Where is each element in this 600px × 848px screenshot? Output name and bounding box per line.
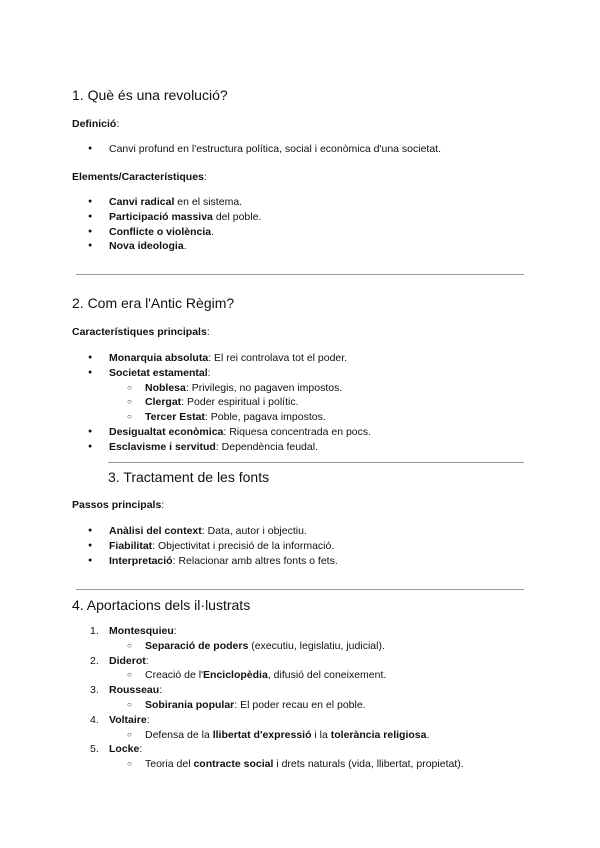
list-item: ● Interpretació: Relacionar amb altres fonts o fets. xyxy=(109,554,338,569)
elements-label: Elements/Característiques: xyxy=(72,171,207,183)
sub-list-item: ○ Creació de l'Enciclopèdia, difusió del coneixement. xyxy=(145,668,464,683)
divider xyxy=(108,462,524,463)
list-item: 3. Rousseau: xyxy=(90,684,163,697)
divider xyxy=(76,274,524,275)
characteristics-label: Característiques principals: xyxy=(72,326,210,338)
sub-list-item: ○ Tercer Estat: Poble, pagava impostos. xyxy=(145,410,371,425)
list-item: 1. Montesquieu: xyxy=(90,625,177,637)
list-item: ● Participació massiva del poble. xyxy=(109,210,261,225)
characteristics-list xyxy=(109,351,371,455)
list-item: ● Monarquia absoluta: El rei controlava tot el poder. xyxy=(109,351,371,366)
sub-list-item: ○ Separació de poders (executiu, legislatiu, judicial). xyxy=(145,639,464,654)
sub-list-item: ○ Noblesa: Privilegis, no pagaven impostos. xyxy=(145,381,371,396)
section-4-title: 4. Aportacions dels il·lustrats xyxy=(72,597,251,613)
list-item: ● Conflicte o violència. xyxy=(109,225,261,240)
definition-list xyxy=(109,142,441,157)
section-2-title: 2. Com era l'Antic Règim? xyxy=(72,295,235,311)
sub-list-item: ○ Teoria del contracte social i drets naturals (vida, llibertat, propietat). xyxy=(145,757,464,772)
sub-list-item: ○ Sobirania popular: El poder recau en el poble. xyxy=(145,698,464,713)
philosophers-list xyxy=(90,624,464,772)
divider xyxy=(76,589,524,590)
list-item: ● Esclavisme i servitud: Dependència feudal. xyxy=(109,440,371,455)
list-item: 4. Voltaire: xyxy=(90,713,150,726)
elements-list xyxy=(109,195,261,254)
list-item: 5. Locke: xyxy=(90,743,143,756)
steps-list xyxy=(109,524,338,568)
list-item: ● Anàlisi del context: Data, autor i objectiu. xyxy=(109,524,338,539)
list-item: ● Fiabilitat: Objectivitat i precisió de la informació. xyxy=(109,539,338,554)
section-1-title: 1. Què és una revolució? xyxy=(72,87,228,103)
sub-list-item: ○ Defensa de la llibertat d'expressió i la tolerància religiosa. xyxy=(145,728,464,743)
list-item: ● Canvi profund en l'estructura política, social i econòmica d'una societat. xyxy=(109,142,441,157)
definition-label: Definició: xyxy=(72,118,120,130)
list-item: ● Canvi radical en el sistema. xyxy=(109,195,261,210)
list-item: ● Societat estamental: xyxy=(109,366,371,381)
sub-list-item: ○ Clergat: Poder espiritual i polític. xyxy=(145,395,371,410)
list-item: 2. Diderot: xyxy=(90,654,149,667)
steps-label: Passos principals: xyxy=(72,499,165,511)
section-3-title: 3. Tractament de les fonts xyxy=(108,469,270,485)
list-item: ● Desigualtat econòmica: Riquesa concentrada en pocs. xyxy=(109,425,371,440)
list-item: ● Nova ideologia. xyxy=(109,239,261,254)
